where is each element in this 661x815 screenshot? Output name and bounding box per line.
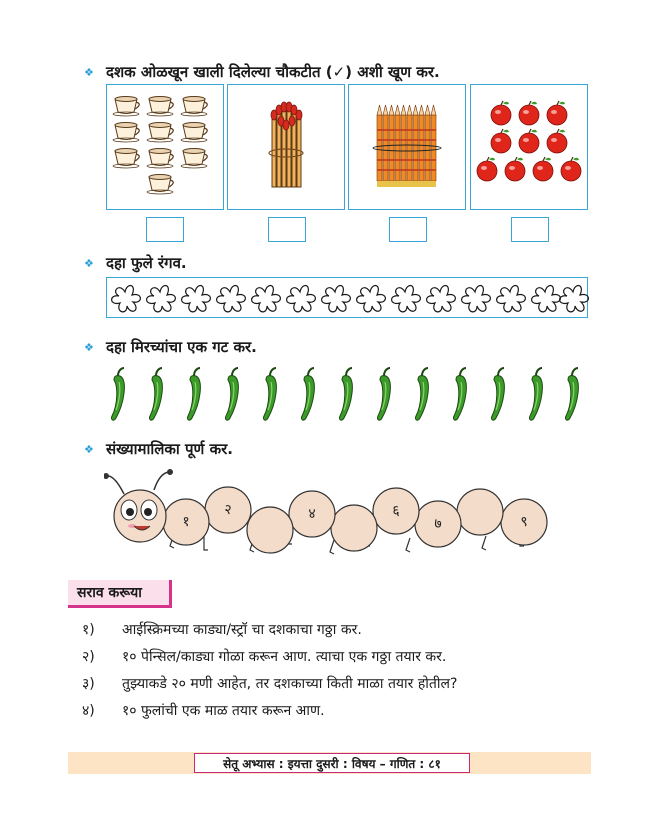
section-heading-3: [84, 337, 257, 357]
flower-icon[interactable]: [392, 286, 421, 312]
antenna: [154, 472, 170, 490]
chili-icon[interactable]: [225, 368, 238, 420]
chilies-illustration: [100, 362, 590, 424]
flower-icon[interactable]: [427, 286, 456, 312]
chili-icon[interactable]: [491, 368, 504, 420]
tick-box-apples[interactable]: [511, 217, 549, 242]
bullet-icon: ❖: [84, 256, 94, 270]
chili-icon[interactable]: [111, 368, 124, 420]
pencils-illustration: [349, 85, 467, 211]
matchsticks-illustration: [228, 85, 346, 211]
flower-icon[interactable]: [252, 286, 281, 312]
flower-icon[interactable]: [357, 286, 386, 312]
picture-box-cups: [106, 84, 224, 210]
picture-box-matchsticks: [227, 84, 345, 210]
chili-icon[interactable]: [263, 368, 276, 420]
flowers-illustration: [107, 278, 589, 319]
tick-box-pencils[interactable]: [389, 217, 427, 242]
chili-icon[interactable]: [339, 368, 352, 420]
caterpillar-head: [114, 490, 166, 542]
caterpillar-number: २: [224, 502, 232, 518]
bullet-icon: ❖: [84, 65, 94, 79]
flower-strip: [106, 277, 588, 318]
caterpillar-number: ४: [308, 506, 316, 522]
picture-box-pencils: [348, 84, 466, 210]
section-heading-1: [84, 62, 440, 82]
chili-icon[interactable]: [149, 368, 162, 420]
chili-icon[interactable]: [529, 368, 542, 420]
flower-icon[interactable]: [217, 286, 246, 312]
section-heading-2: [84, 253, 187, 273]
cups-illustration: [107, 85, 225, 211]
flower-icon[interactable]: [147, 286, 176, 312]
flower-icon[interactable]: [112, 286, 141, 312]
section-heading-4: [84, 439, 233, 459]
flower-icon[interactable]: [322, 286, 351, 312]
caterpillar-number: १: [182, 514, 190, 530]
task-number: ४): [82, 703, 95, 719]
task-number: १): [82, 622, 95, 638]
caterpillar-illustration: [104, 466, 554, 566]
chili-icon[interactable]: [377, 368, 390, 420]
flower-icon[interactable]: [532, 286, 561, 312]
task-text: १० पेन्सिल/काड्या गोळा करून आण. त्याचा एक गठ्ठा तयार कर.: [122, 649, 447, 665]
task-text: आईस्क्रिमच्या काड्या/स्ट्रॉ चा दशकाचा गठ्ठा कर.: [122, 622, 362, 638]
flower-icon[interactable]: [287, 286, 316, 312]
practice-task: [82, 674, 457, 693]
practice-task: [82, 647, 446, 666]
bullet-icon: ❖: [84, 340, 94, 354]
heading-text: दशक ओळखून खाली दिलेल्या चौकटीत (✓) अशी खूण कर.: [106, 63, 440, 81]
footer-label: सेतू अभ्यास : इयत्ता दुसरी : विषय – गणित : ८१: [194, 753, 470, 773]
practice-task: [82, 701, 325, 720]
caterpillar-number: ७: [434, 516, 442, 532]
flower-icon[interactable]: [560, 286, 589, 312]
heading-text: दहा फुले रंगव.: [106, 254, 187, 272]
chili-icon[interactable]: [301, 368, 314, 420]
bullet-icon: ❖: [84, 442, 94, 456]
practice-task: [82, 620, 362, 639]
chili-icon[interactable]: [187, 368, 200, 420]
caterpillar-number: ६: [392, 503, 400, 519]
heading-text: संख्यामालिका पूर्ण कर.: [106, 440, 233, 458]
antenna: [106, 476, 124, 494]
picture-box-apples: [470, 84, 588, 210]
caterpillar-number: ९: [520, 514, 528, 530]
chili-icon[interactable]: [453, 368, 466, 420]
chili-icon[interactable]: [415, 368, 428, 420]
chili-icon[interactable]: [565, 368, 578, 420]
tick-box-cups[interactable]: [146, 217, 184, 242]
task-text: १० फुलांची एक माळ तयार करून आण.: [122, 703, 325, 719]
heading-text: दहा मिरच्यांचा एक गट कर.: [106, 338, 257, 356]
apples-illustration: [471, 85, 589, 211]
task-number: २): [82, 649, 95, 665]
flower-icon[interactable]: [182, 286, 211, 312]
practice-title: सराव करूया: [68, 580, 172, 608]
tick-box-matchsticks[interactable]: [268, 217, 306, 242]
task-number: ३): [82, 676, 95, 692]
flower-icon[interactable]: [497, 286, 526, 312]
task-text: तुझ्याकडे २० मणी आहेत, तर दशकाच्या किती माळा तयार होतील?: [122, 676, 458, 692]
flower-icon[interactable]: [462, 286, 491, 312]
